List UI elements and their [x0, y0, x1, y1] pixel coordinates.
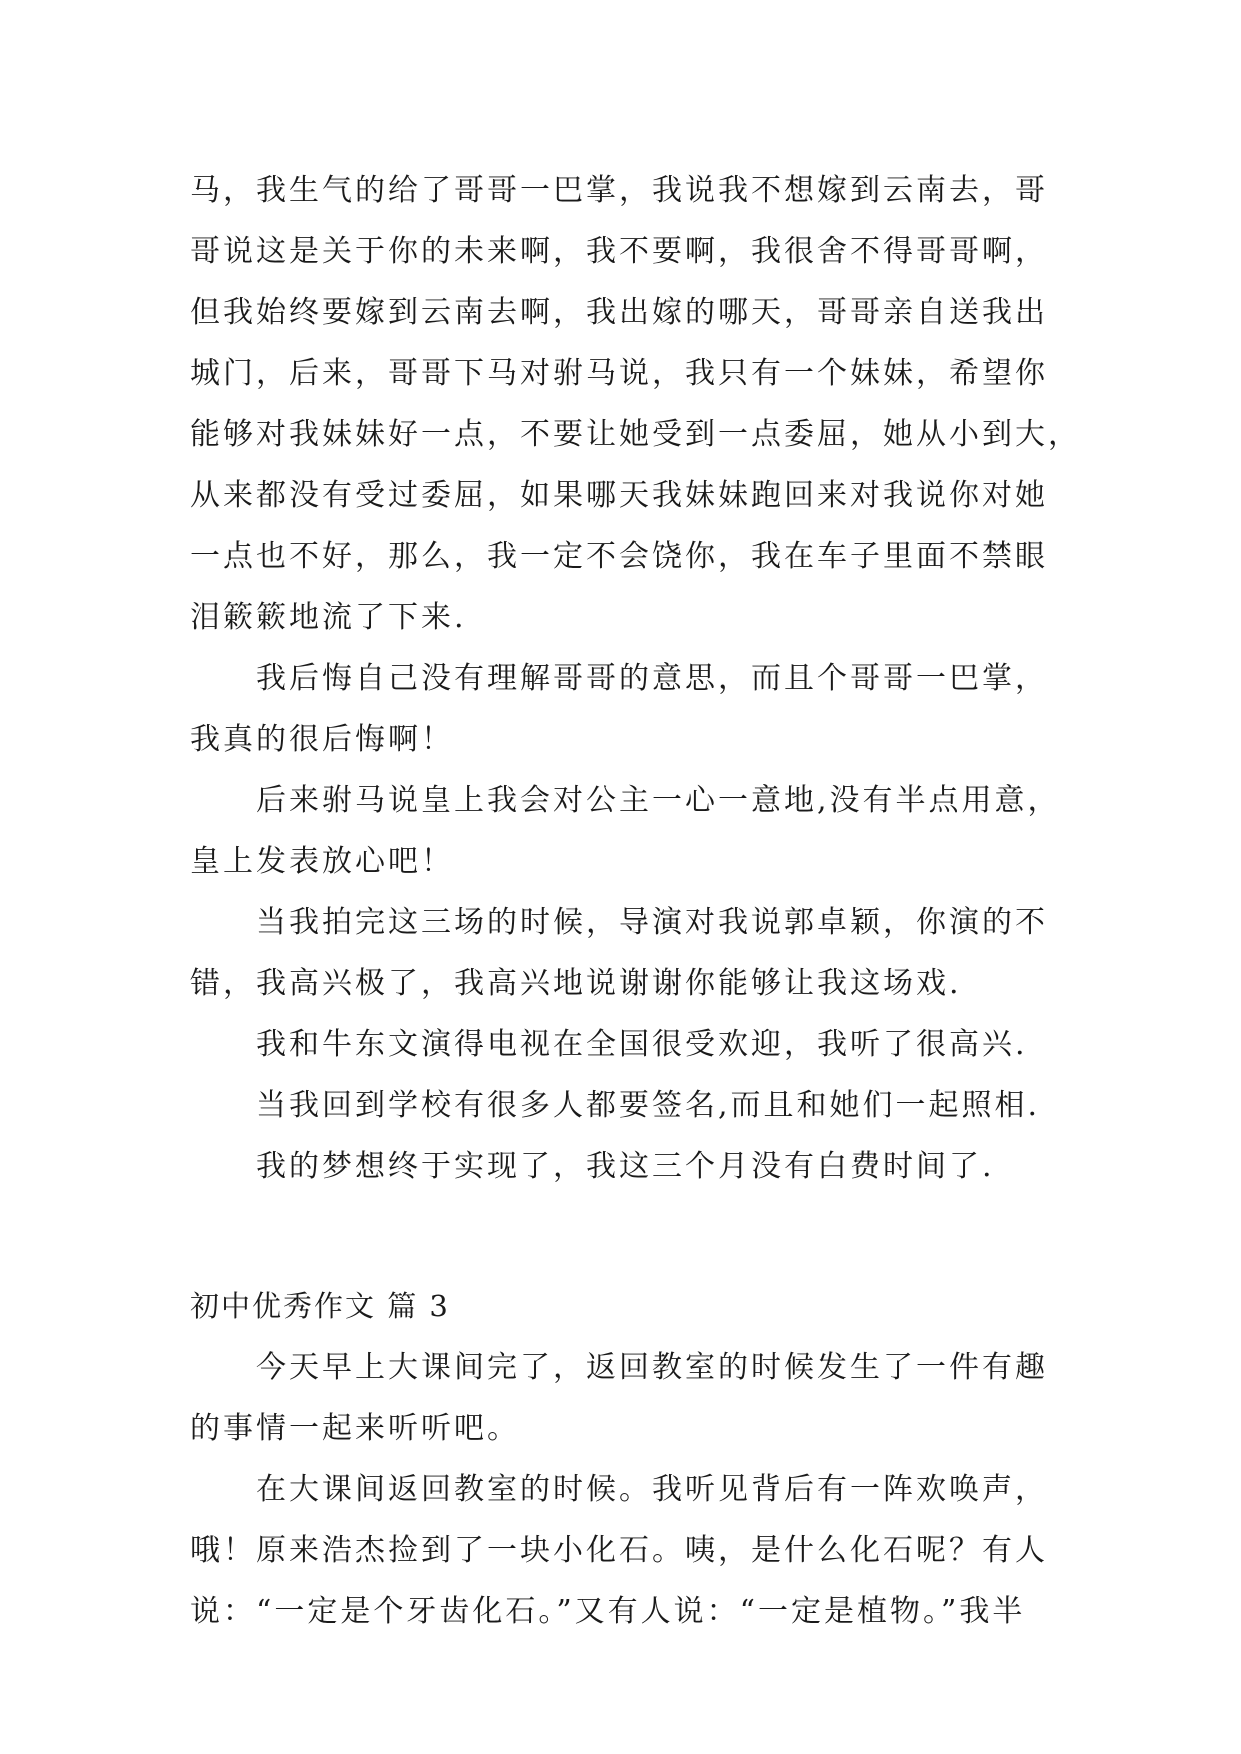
text-line: 我真的很后悔啊！: [190, 722, 454, 757]
paragraph: 当我回到学校有很多人都要签名,而且和她们一起照相.: [256, 1088, 1041, 1123]
text-line: 在大课间返回教室的时候。我听见背后有一阵欢唤声，: [256, 1472, 1048, 1507]
text-line: 当我拍完这三场的时候，导演对我说郭卓颖，你演的不: [256, 905, 1048, 940]
text-line: 的事情一起来听听吧。: [190, 1411, 520, 1446]
section-heading: 初中优秀作文 篇 3: [190, 1289, 450, 1323]
paragraph: [190, 160, 1081, 648]
paragraph: [190, 770, 1070, 892]
paragraph: [190, 648, 1070, 770]
text-line: 泪簌簌地流了下来.: [190, 600, 467, 635]
text-line: 我后悔自己没有理解哥哥的意思，而且个哥哥一巴掌，: [256, 661, 1048, 696]
paragraph: [190, 1337, 1070, 1459]
paragraph: [190, 892, 1070, 1014]
section-gap: [190, 1197, 1070, 1276]
text-line: 今天早上大课间完了，返回教室的时候发生了一件有趣: [256, 1350, 1048, 1385]
text-line: 马，我生气的给了哥哥一巴掌，我说我不想嫁到云南去，哥: [190, 173, 1048, 208]
text-line: 哥说这是关于你的未来啊，我不要啊，我很舍不得哥哥啊，: [190, 234, 1048, 269]
text-line: 错，我高兴极了，我高兴地说谢谢你能够让我这场戏.: [190, 966, 962, 1001]
paragraph: [190, 1459, 1070, 1642]
text-line: 皇上发表放心吧！: [190, 844, 454, 879]
text-line: 能够对我妹妹好一点，不要让她受到一点委屈，她从小到大，: [190, 417, 1081, 452]
text-line: 城门，后来，哥哥下马对驸马说，我只有一个妹妹，希望你: [190, 356, 1048, 391]
text-line: 一点也不好，那么，我一定不会饶你，我在车子里面不禁眼: [190, 539, 1048, 574]
text-line: 后来驸马说皇上我会对公主一心一意地,没有半点用意，: [256, 783, 1061, 818]
paragraph: 我和牛东文演得电视在全国很受欢迎，我听了很高兴.: [256, 1027, 1028, 1062]
text-line: 说：“一定是个牙齿化石。”又有人说：“一定是植物。”我半: [190, 1594, 1026, 1629]
paragraph: 我的梦想终于实现了，我这三个月没有白费时间了.: [256, 1149, 995, 1184]
text-line: 但我始终要嫁到云南去啊，我出嫁的哪天，哥哥亲自送我出: [190, 295, 1048, 330]
document-body: [190, 160, 1081, 1642]
text-line: 哦！原来浩杰捡到了一块小化石。咦，是什么化石呢？有人: [190, 1533, 1048, 1568]
text-line: 从来都没有受过委屈，如果哪天我妹妹跑回来对我说你对她: [190, 478, 1048, 513]
